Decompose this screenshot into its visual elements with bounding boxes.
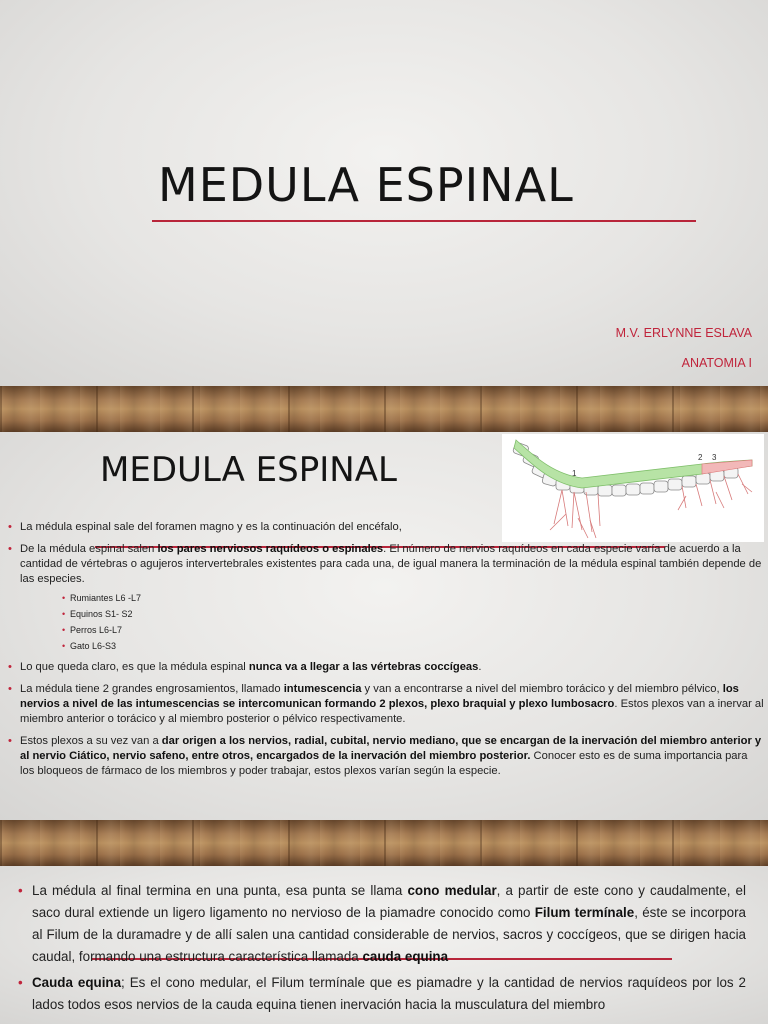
slide-cono-medular [0,866,768,1024]
course-name: ANATOMIA I [681,356,752,370]
bullet-foramen: • La médula espinal sale del foramen magno y es la continuación del encéfalo, [8,520,764,535]
list-item: • Perros L6-L7 [8,622,764,638]
title-divider [152,220,696,222]
slide-body [18,880,746,1020]
bullet-cono-medular: • La médula al final termina en una punta, esa punta se llama cono medular, a partir de este cono y caudalmente, el saco dural extiende un ligero ligamento no nervioso de la piamadre conocido como Filum termínale, éste se incorpora al Filum de la duramadre y de allí salen una cantidad considerable de nervios, sacros y coccígeos, que se dirigen hacia caudal, formando una estructura característica llamada cauda equina [18,880,746,968]
diagram-label-2: 2 [698,453,703,462]
wood-floor-divider [0,386,768,432]
list-item: • Gato L6-S3 [8,638,764,654]
list-item: • Equinos S1- S2 [8,606,764,622]
author-name: M.V. ERLYNNE ESLAVA [615,326,752,340]
bullet-cauda-equina: • Cauda equina; Es el cono medular, el Filum termínale que es piamadre y la cantidad de nervios raquídeos por los 2 lados todos esos nervios de la cauda equina tienen inervación hacia la musculatura del miembro [18,972,746,1016]
diagram-label-1: 1 [572,469,577,478]
wood-floor-divider [0,820,768,866]
bullet-intumescencia: • La médula tiene 2 grandes engrosamientos, llamado intumescencia y van a encontrarse a nivel del miembro torácico y del miembro pélvico, los nervios a nivel de las intumescencias se intercomunican formando 2 plexos, plexo braquial y plexo lumbosacro. Estos plexos van a inervar al miembro anterior o torácico y al miembro posterior o pélvico respectivamente. [8,682,764,727]
slide-heading: MEDULA ESPINAL [100,450,397,490]
diagram-label-3: 3 [712,453,717,462]
bullet-pares-nerviosos: • De la médula espinal salen los pares nerviosos raquídeos o espinales. El número de nervios raquídeos en cada especie varía de acuerdo a la cantidad de vértebras o agujeros intervertebrales existentes para cada una, de igual manera la terminación de la médula espinal también depende de las especies. [8,542,764,587]
bullet-coccigeas: • Lo que queda claro, es que la médula espinal nunca va a llegar a las vértebras coccígeas. [8,660,764,675]
slide-medula-overview [0,432,768,820]
species-list [8,590,764,654]
slide-body [8,520,764,786]
bullet-plexos: • Estos plexos a su vez van a dar origen a los nervios, radial, cubital, nervio mediano, que se encargan de la inervación del miembro anterior y al nervio Ciático, nervio safeno, entre otros, encargados de la inervación del miembro posterior. Conocer esto es de suma importancia para los bloqueos de fármaco de los miembros y poder trabajar, estos plexos varían según la especie. [8,734,764,779]
slide-title [0,0,768,386]
list-item: • Rumiantes L6 -L7 [8,590,764,606]
slide-title-heading: MEDULA ESPINAL [158,158,574,212]
